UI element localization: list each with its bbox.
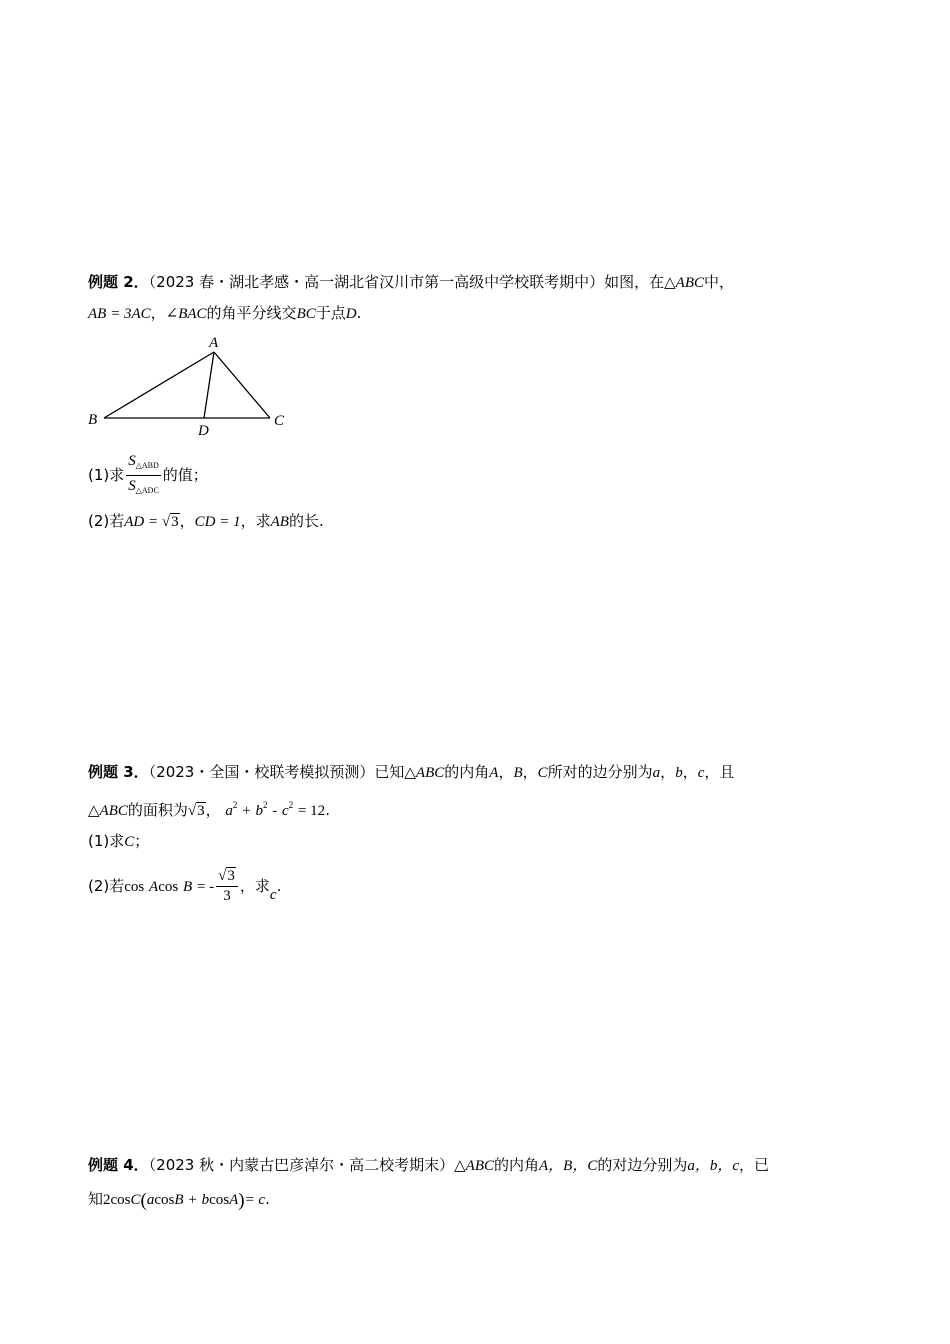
ex2-intro: 如图，在 <box>604 273 665 291</box>
ex3-q2-eq: = - <box>196 879 215 895</box>
ex3-line2: △ABC的面积为√3， $a^2 + b^2 - c^2 = 12$. <box>88 800 330 819</box>
ex3-angles-text: 的内角 <box>444 763 490 781</box>
fraction-num-sub: △ABD <box>135 461 159 470</box>
ex3-angle-b: B <box>513 765 523 781</box>
ex3-q2-a: A <box>149 879 159 895</box>
exponent: 2 <box>262 800 268 810</box>
ex2-q1-prefix: (1)求 <box>88 466 125 484</box>
exponent: 2 <box>232 800 238 810</box>
ex2-q2-prefix: (2)若 <box>88 512 125 530</box>
ex2-bisector-text: 的角平分线交 <box>206 304 297 322</box>
ex2-triangle: △ABC <box>664 275 705 291</box>
exponent: 2 <box>288 800 294 810</box>
ex3-side-a: a <box>652 765 661 781</box>
formula-b-angle: B <box>174 1192 184 1208</box>
ex2-line2 <box>88 303 361 324</box>
ex2-q2-ad: AD = <box>124 514 162 530</box>
ex2-q2-qiu: ，求 <box>240 512 271 530</box>
vertex-b-label: B <box>88 412 98 428</box>
eq-a: a <box>225 803 233 819</box>
ex3-sep: ， <box>498 763 514 781</box>
ex4-period: . <box>265 1190 270 1208</box>
sqrt-3: √3 <box>218 868 235 884</box>
ex3-label: 例题 3． <box>88 763 149 781</box>
vertex-c-label: C <box>274 413 285 429</box>
ex4-source: （2023 秋・内蒙古巴彦淖尔・高二校考期末） <box>148 1156 455 1174</box>
fraction-den-s: S <box>128 478 136 494</box>
ex3-q1-prefix: (1)求 <box>88 832 125 850</box>
ex4-label: 例题 4． <box>88 1156 149 1174</box>
ex2-q2-ab: AB <box>270 514 289 530</box>
ex3-triangle-2: △ABC <box>88 803 128 819</box>
ex3-q2 <box>88 862 281 919</box>
ex3-sep: ， <box>205 801 221 819</box>
formula-plus: + <box>188 1192 197 1208</box>
eq-b: b <box>255 803 263 819</box>
ex4-zhi: 知 <box>88 1190 104 1208</box>
ex2-zhong: 中， <box>704 273 735 291</box>
ex3-sep: ， <box>522 763 538 781</box>
formula-2cos: 2cos <box>103 1192 131 1208</box>
ex2-comma: ， <box>150 304 166 322</box>
ex4-angles-text: 的内角 <box>494 1156 540 1174</box>
ex2-ab-equation: AB = 3AC <box>88 306 151 322</box>
cos-fn: cos <box>158 879 179 895</box>
cos-fn: cos <box>124 879 145 895</box>
point-d-label: D <box>198 423 209 439</box>
ex2-q1 <box>88 452 208 499</box>
triangle-figure <box>80 328 300 440</box>
formula-eq: = c <box>244 1192 266 1208</box>
segment-ad <box>204 352 214 418</box>
ex3-q1-suffix: ； <box>134 832 150 850</box>
ex2-source: （2023 春・湖北孝感・高一湖北省汉川市第一高级中学校联考期中） <box>148 273 605 291</box>
sqrt-radicand: 3 <box>227 868 235 884</box>
ex4-sides-text: 的对边分别为 <box>597 1156 688 1174</box>
ex4-line2: 知2cosC(acosB + bcosA)= c. <box>88 1190 270 1211</box>
vertex-a-label: A <box>209 335 219 351</box>
formula-b: b <box>201 1192 210 1208</box>
sqrt-3: √3 <box>161 514 179 530</box>
ex2-q1-suffix: 的值； <box>162 466 208 484</box>
ex3-sep: ， <box>682 763 698 781</box>
ex2-q2-suffix: 的长. <box>288 512 324 530</box>
ex3-q1-var: C <box>124 834 135 850</box>
ex3-side-c: c <box>697 765 705 781</box>
sqrt-3: √3 <box>187 803 205 819</box>
cos-fn: cos <box>209 1192 230 1208</box>
eq-tail: = 12 <box>297 803 326 819</box>
ex3-q2-qiu: ，求 <box>239 877 270 895</box>
ex3-intro: 已知 <box>374 763 405 781</box>
ex3-q2-suffix: . <box>276 877 282 895</box>
ex4-line1 <box>88 1155 769 1176</box>
ex2-angle: ∠BAC <box>165 306 207 322</box>
ex4-yi: ，已 <box>739 1156 770 1174</box>
ex2-period: . <box>356 304 362 322</box>
ex2-point-d: D <box>345 306 357 322</box>
ex3-q1 <box>88 831 149 852</box>
ex3-q2-b: B <box>182 879 193 895</box>
ex3-line1 <box>88 762 734 783</box>
ex3-area-text: 的面积为 <box>127 801 188 819</box>
segment-ac <box>214 352 270 418</box>
ex2-label: 例题 2． <box>88 273 149 291</box>
ex4-angles: A，B，C <box>539 1158 598 1174</box>
formula-c-angle: C <box>130 1192 141 1208</box>
ex3-side-b: b <box>675 765 683 781</box>
ex3-period: . <box>325 801 330 819</box>
fraction-num-s: S <box>128 453 136 469</box>
area-ratio-fraction <box>126 452 161 499</box>
sqrt-radicand: 3 <box>171 514 179 530</box>
formula-a: a <box>146 1192 155 1208</box>
ex2-q2-cd: CD = 1 <box>194 514 241 530</box>
segment-ab <box>104 352 214 418</box>
ex3-sep: ， <box>660 763 676 781</box>
ex3-angle-c: C <box>537 765 548 781</box>
ex3-q2-prefix: (2)若 <box>88 877 125 895</box>
ex3-qie: ，且 <box>704 763 735 781</box>
ex3-source: （2023・全国・校联考模拟预测） <box>148 763 375 781</box>
ex3-triangle: △ABC <box>404 765 445 781</box>
ex4-triangle: △ABC <box>454 1158 494 1174</box>
eq-c: c <box>282 803 289 819</box>
ex2-q2-sep: ， <box>179 512 195 530</box>
cos-fn: cos <box>154 1192 175 1208</box>
formula-a-angle: A <box>229 1192 239 1208</box>
ex3-q2-c: c <box>269 887 277 903</box>
neg-sqrt3-over-3 <box>216 868 238 905</box>
fraction-den-sub: △ADC <box>135 486 159 495</box>
ex3-sides-text: 所对的边分别为 <box>547 763 653 781</box>
ex2-q2 <box>88 511 324 532</box>
ex2-bc: BC <box>296 306 316 322</box>
ex2-line1 <box>88 272 734 293</box>
sqrt-radicand: 3 <box>197 803 205 819</box>
fraction-den: 3 <box>223 888 231 904</box>
ex3-angle-a: A <box>489 765 499 781</box>
ex2-yudian: 于点 <box>315 304 346 322</box>
ex4-sides: a，b，c <box>687 1158 740 1174</box>
